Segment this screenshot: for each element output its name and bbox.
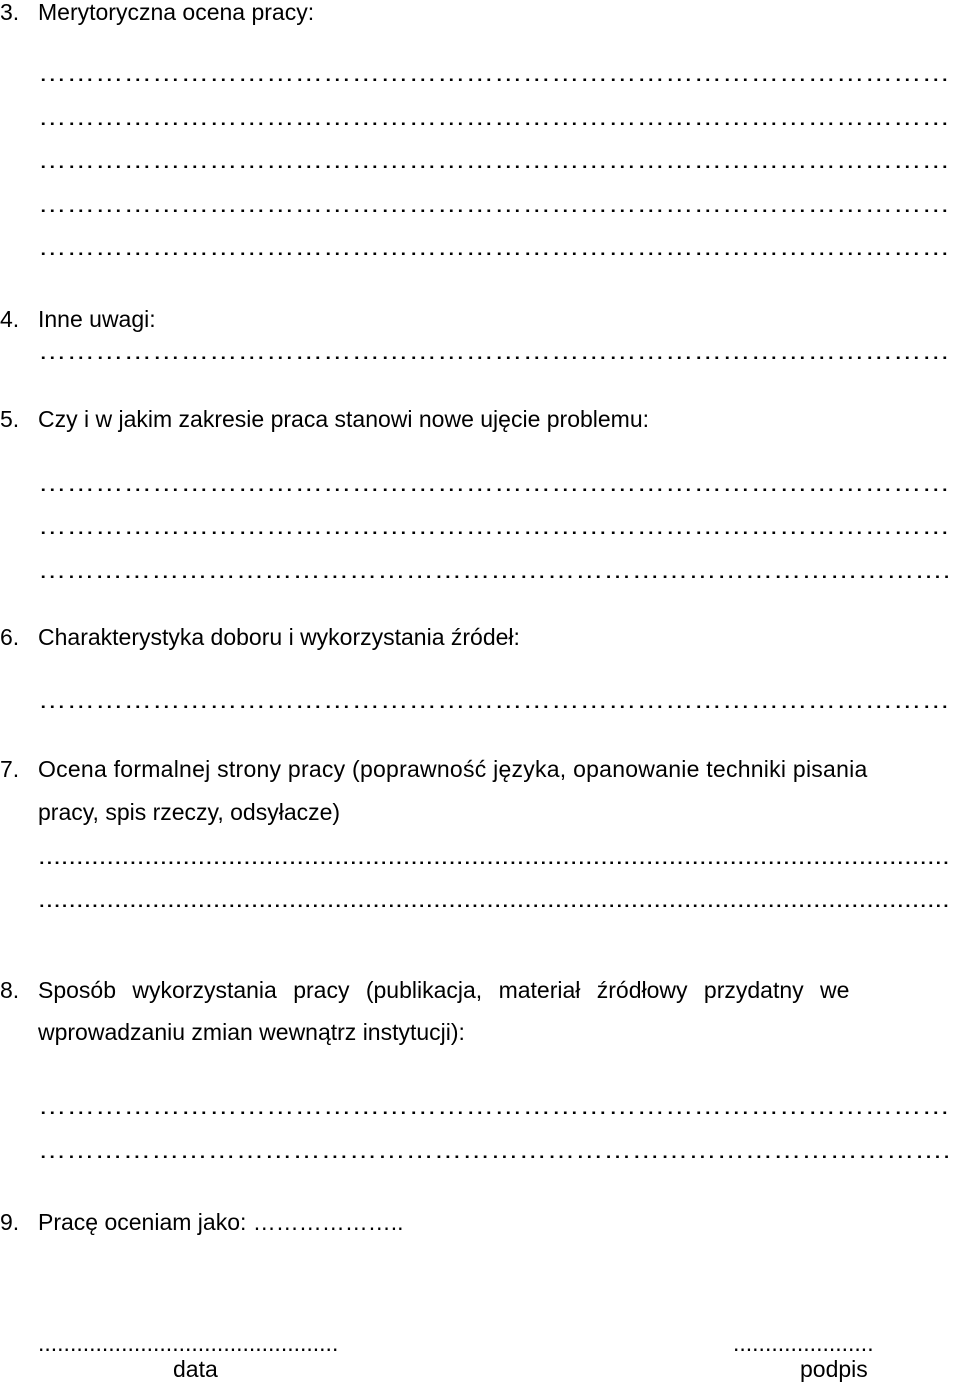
fill-line[interactable]: ........................................................................................................................ bbox=[38, 843, 950, 869]
section-9-title bbox=[38, 1208, 404, 1236]
fill-line[interactable]: ........................................................................................................................ bbox=[38, 886, 950, 912]
section-7-number: 7. bbox=[0, 756, 20, 782]
section-9-number: 9. bbox=[0, 1209, 20, 1235]
fill-line[interactable]: ……………………………………………………………………………………. bbox=[38, 1137, 951, 1163]
section-5-title: Czy i w jakim zakresie praca stanowi nowe ujęcie problemu: bbox=[38, 406, 650, 432]
fill-line[interactable]: …………………………………………………………………………………… bbox=[38, 513, 950, 539]
section-9-label: Pracę oceniam jako: bbox=[38, 1209, 247, 1235]
fill-line[interactable]: ……………………………………………………………………………………. bbox=[38, 557, 951, 583]
fill-line[interactable]: …………………………………………………………………………………… bbox=[38, 470, 950, 496]
section-6-title: Charakterystyka doboru i wykorzystania źródeł: bbox=[38, 624, 520, 650]
section-8-line-2: wprowadzaniu zmian wewnątrz instytucji): bbox=[38, 1019, 465, 1045]
signature-field[interactable]: ...................... bbox=[733, 1330, 874, 1356]
grade-blank[interactable]: ……………….. bbox=[252, 1209, 404, 1235]
section-7-line-2: pracy, spis rzeczy, odsyłacze) bbox=[38, 799, 341, 825]
section-6-number: 6. bbox=[0, 624, 20, 650]
fill-line[interactable]: …………………………………………………………………………………… bbox=[38, 687, 950, 713]
date-field[interactable]: ............................................... bbox=[38, 1330, 339, 1356]
section-8-line-1: Sposób wykorzystania pracy (publikacja, materiał źródłowy przydatny we bbox=[38, 977, 850, 1003]
fill-line[interactable]: …………………………………………………………………………………… bbox=[38, 234, 950, 260]
fill-line[interactable]: …………………………………………………………………………………… bbox=[38, 60, 950, 86]
section-3-number: 3. bbox=[0, 0, 20, 25]
section-5-number: 5. bbox=[0, 406, 20, 432]
date-label: data bbox=[173, 1356, 218, 1382]
section-7-line-1: Ocena formalnej strony pracy (poprawność języka, opanowanie techniki pisania bbox=[38, 756, 868, 782]
section-8-number: 8. bbox=[0, 977, 20, 1003]
section-4-number: 4. bbox=[0, 306, 20, 332]
section-3-title: Merytoryczna ocena pracy: bbox=[38, 0, 315, 25]
fill-line[interactable]: …………………………………………………………………………………… bbox=[38, 191, 950, 217]
section-4-title: Inne uwagi: bbox=[38, 306, 156, 332]
fill-line[interactable]: …………………………………………………………………………………… bbox=[38, 1093, 950, 1119]
fill-line[interactable]: …………………………………………………………………………………… bbox=[38, 104, 950, 130]
fill-line[interactable]: …………………………………………………………………………………… bbox=[38, 147, 950, 173]
fill-line[interactable]: …………………………………………………………………………………… bbox=[38, 338, 950, 364]
signature-label: podpis bbox=[800, 1356, 868, 1382]
